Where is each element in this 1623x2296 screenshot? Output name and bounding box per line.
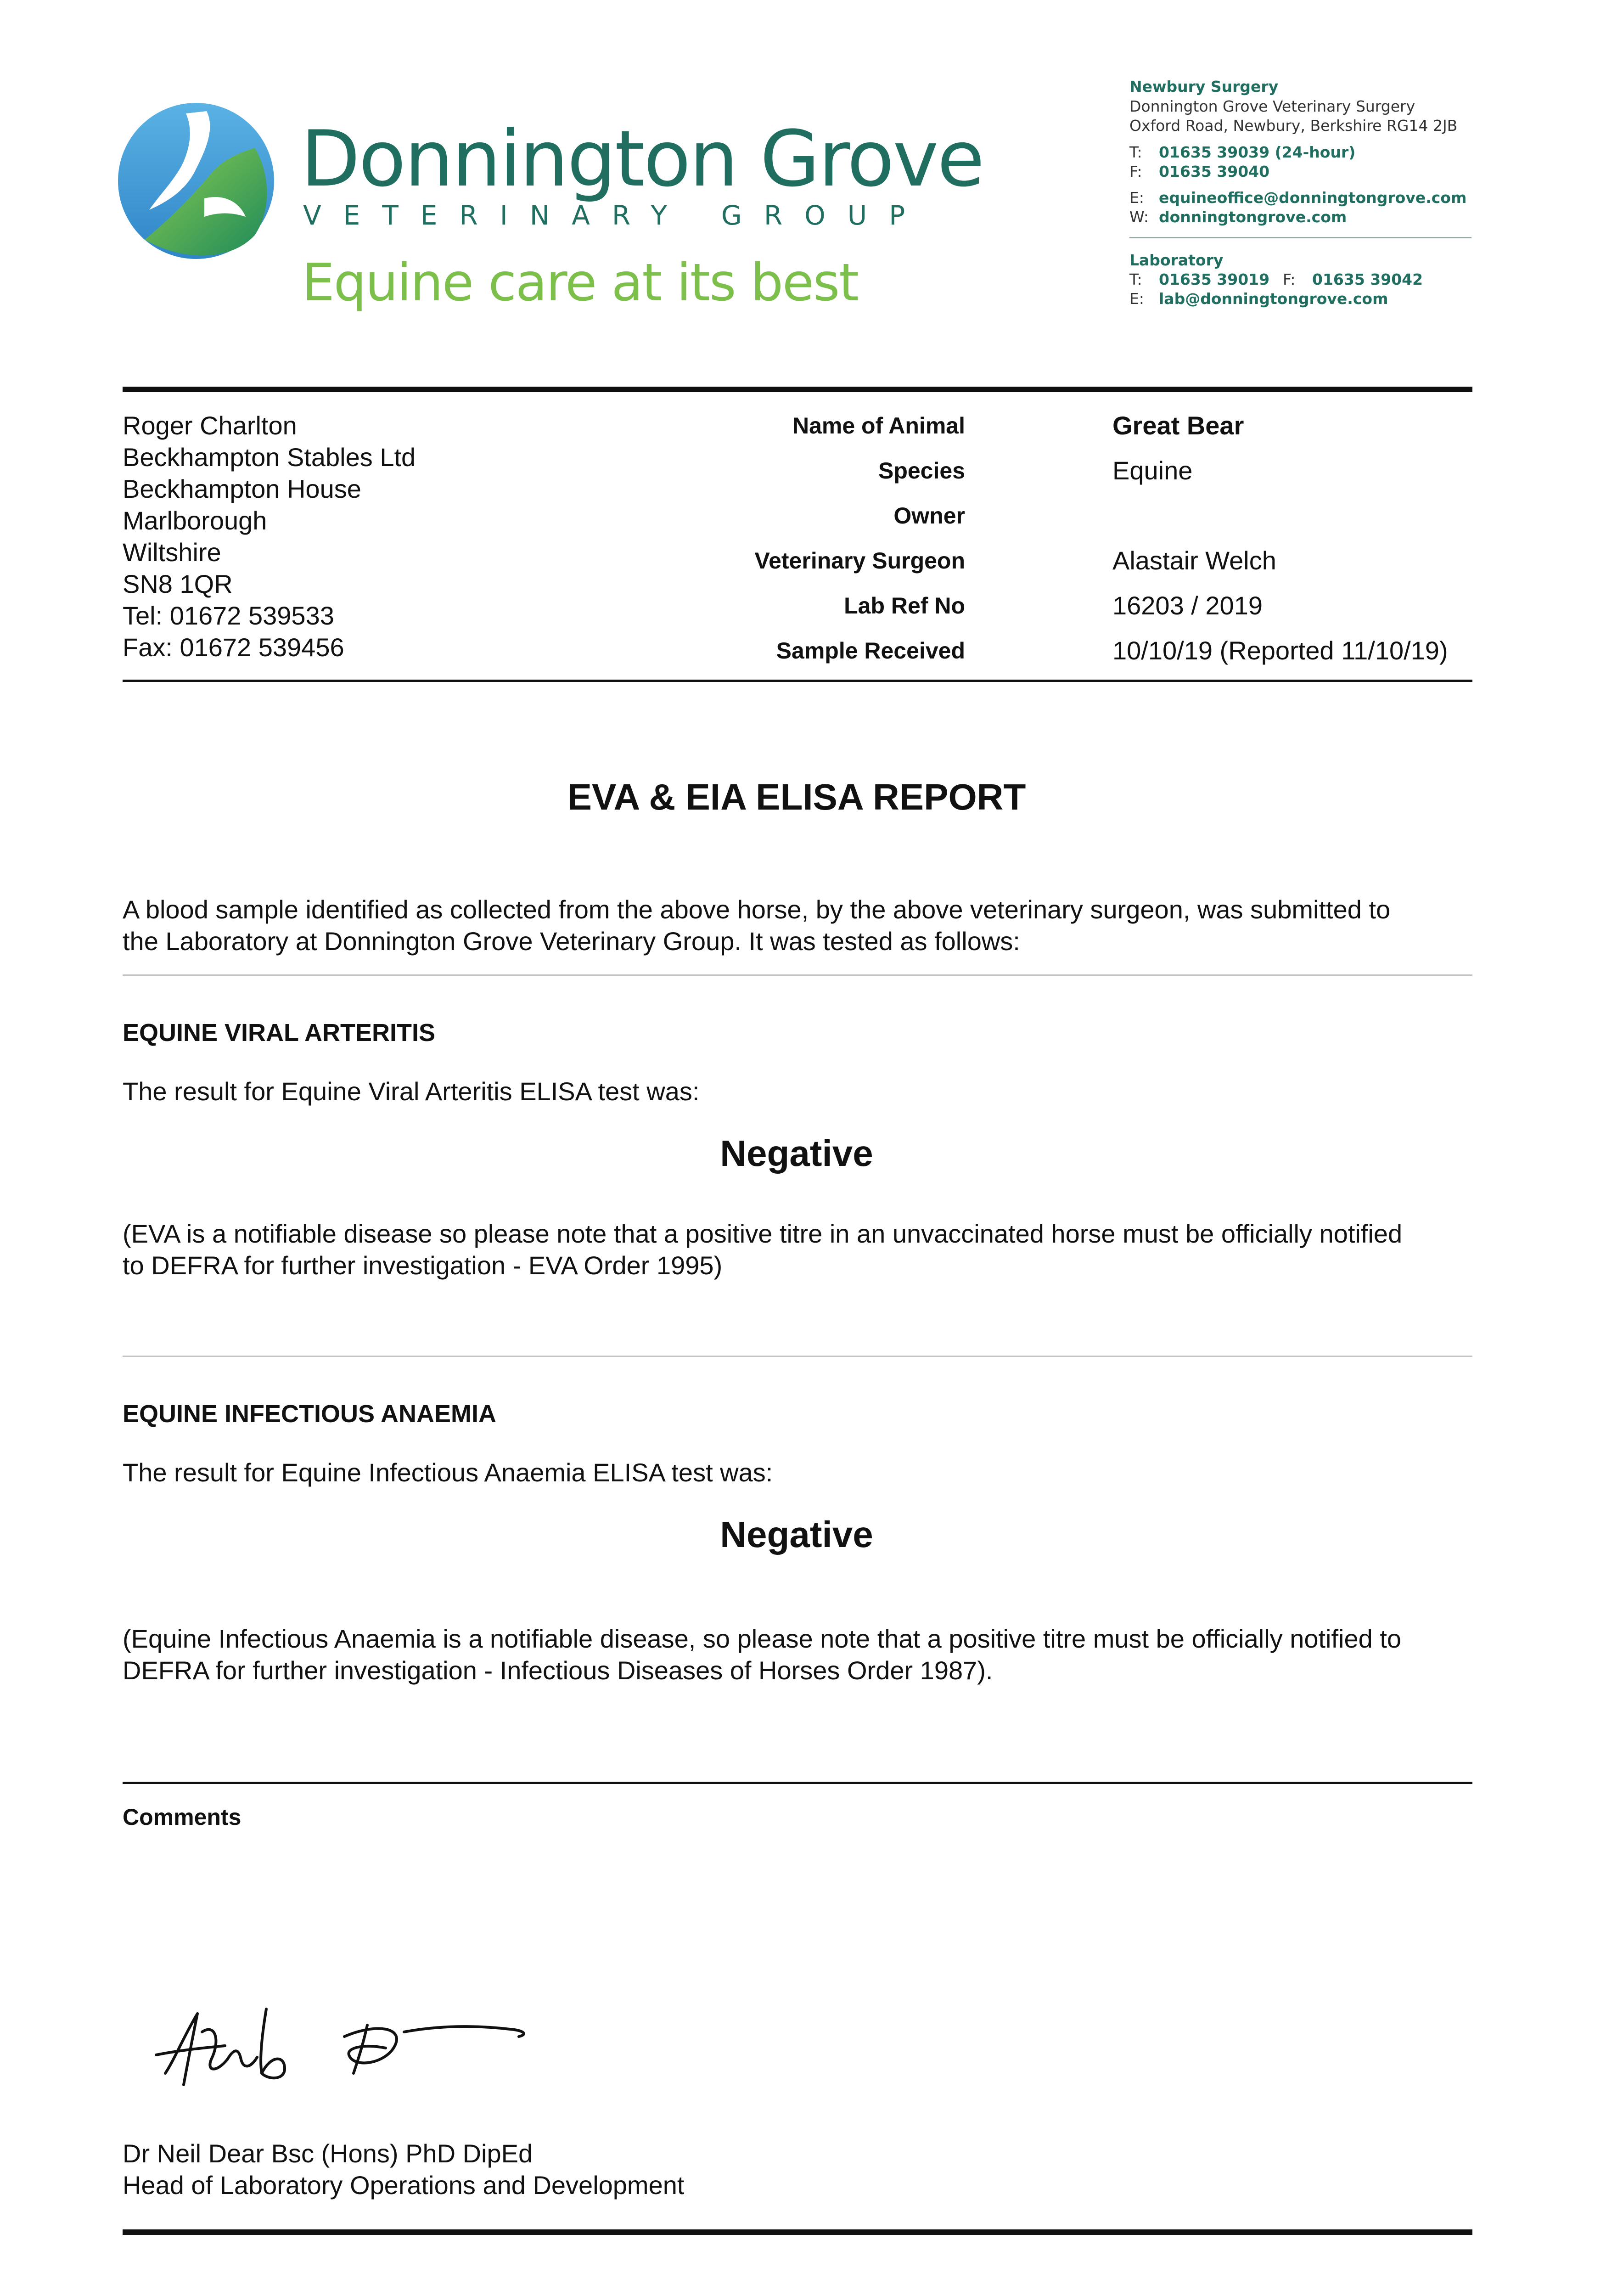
intro-line: A blood sample identified as collected from the above horse, by the above veterinary surgeon, was submitted to xyxy=(123,895,1391,924)
brand-subtitle-part-2: GROUP xyxy=(721,200,927,231)
detail-value: Alastair Welch xyxy=(1112,546,1276,575)
detail-row-lab-ref xyxy=(781,589,1474,634)
surgery-title: Newbury Surgery xyxy=(1129,78,1279,96)
address-line: Beckhampton House xyxy=(123,474,361,503)
signatory xyxy=(123,2138,1482,2201)
laboratory-email-row xyxy=(1129,291,1388,306)
detail-label: Sample Received xyxy=(776,638,965,664)
eva-heading: EQUINE VIRAL ARTERITIS xyxy=(123,1019,436,1047)
detail-row-owner xyxy=(781,499,1474,544)
laboratory-fax: 01635 39042 xyxy=(1312,270,1423,288)
detail-label: Name of Animal xyxy=(792,413,965,439)
animal-details xyxy=(754,409,1474,679)
eia-result: Negative xyxy=(720,1514,873,1555)
address-line: Marlborough xyxy=(123,506,267,535)
intro-paragraph xyxy=(123,894,1482,957)
comments-rule xyxy=(123,1782,1472,1784)
eia-note-line: (Equine Infectious Anaemia is a notifiable disease, so please note that a positive titre must be officially notified to xyxy=(123,1624,1402,1653)
detail-label: Owner xyxy=(893,503,965,529)
address-line: Tel: 01672 539533 xyxy=(123,601,334,630)
header-rule xyxy=(123,387,1472,392)
detail-label: Lab Ref No xyxy=(844,593,965,619)
surgery-fax-label: F: xyxy=(1129,163,1142,180)
tagline: Equine care at its best xyxy=(302,253,859,313)
surgery-tel: 01635 39039 (24-hour) xyxy=(1159,143,1356,161)
brand-subtitle-part-1: VETERINARY xyxy=(303,200,689,231)
laboratory-phone-row xyxy=(1129,272,1423,287)
eva-note-line: (EVA is a notifiable disease so please note that a positive titre in an unvaccinated horse must be officially notified xyxy=(123,1219,1403,1248)
detail-value: Equine xyxy=(1112,456,1193,485)
eva-lead xyxy=(123,1075,1482,1107)
eia-lead-text: The result for Equine Infectious Anaemia ELISA test was: xyxy=(123,1458,773,1487)
surgery-address-1: Donnington Grove Veterinary Surgery xyxy=(1129,97,1415,115)
laboratory-tel-label: T: xyxy=(1129,270,1142,288)
eia-note-line: DEFRA for further investigation - Infectious Diseases of Horses Order 1987). xyxy=(123,1656,993,1685)
intro-line: the Laboratory at Donnington Grove Veterinary Group. It was tested as follows: xyxy=(123,927,1020,956)
signature-image xyxy=(147,2004,542,2096)
horse-head-logo-icon xyxy=(117,102,275,260)
recipient-address xyxy=(123,410,416,663)
detail-label: Veterinary Surgeon xyxy=(754,548,965,574)
eva-result: Negative xyxy=(720,1133,873,1174)
laboratory-email-label: E: xyxy=(1129,290,1144,308)
detail-label: Species xyxy=(878,458,965,484)
surgery-email-label: E: xyxy=(1129,189,1144,207)
detail-row-veterinary-surgeon xyxy=(754,544,1474,589)
laboratory-title: Laboratory xyxy=(1129,251,1224,269)
brand-subtitle xyxy=(303,202,927,229)
laboratory-tel: 01635 39019 xyxy=(1159,270,1270,288)
address-line: Beckhampton Stables Ltd xyxy=(123,443,416,472)
address-line: SN8 1QR xyxy=(123,569,233,598)
address-line: Fax: 01672 539456 xyxy=(123,633,344,662)
detail-row-animal-name xyxy=(781,409,1474,454)
detail-value: 10/10/19 (Reported 11/10/19) xyxy=(1112,636,1448,665)
address-line: Wiltshire xyxy=(123,538,221,567)
surgery-fax: 01635 39040 xyxy=(1159,163,1270,180)
address-line: Roger Charlton xyxy=(123,411,297,440)
laboratory-email-link[interactable]: lab@donningtongrove.com xyxy=(1159,290,1388,308)
signatory-role: Head of Laboratory Operations and Development xyxy=(123,2171,685,2200)
surgery-address-2: Oxford Road, Newbury, Berkshire RG14 2JB xyxy=(1129,117,1458,135)
comments-label: Comments xyxy=(123,1804,241,1830)
surgery-web-link[interactable]: donningtongrove.com xyxy=(1159,208,1347,226)
eia-heading: EQUINE INFECTIOUS ANAEMIA xyxy=(123,1400,497,1428)
detail-row-sample-received xyxy=(776,634,1474,679)
eva-note-line: to DEFRA for further investigation - EVA Order 1995) xyxy=(123,1251,723,1280)
surgery-email-link[interactable]: equineoffice@donningtongrove.com xyxy=(1159,189,1467,207)
detail-value: 16203 / 2019 xyxy=(1112,591,1263,620)
surgery-fax-row xyxy=(1129,164,1269,179)
surgery-web-row xyxy=(1129,209,1347,225)
footer-rule xyxy=(123,2229,1472,2235)
detail-value: Great Bear xyxy=(1112,411,1244,440)
eia-lead xyxy=(123,1457,1482,1488)
eva-lead-text: The result for Equine Viral Arteritis ELISA test was: xyxy=(123,1077,700,1106)
surgery-email-row xyxy=(1129,190,1466,205)
surgery-tel-row xyxy=(1129,145,1355,160)
detail-row-species xyxy=(781,454,1474,499)
section-divider xyxy=(123,974,1472,976)
section-divider xyxy=(123,1356,1472,1357)
surgery-web-label: W: xyxy=(1129,208,1149,226)
details-rule xyxy=(123,680,1472,682)
eia-note xyxy=(123,1623,1482,1686)
signatory-name: Dr Neil Dear Bsc (Hons) PhD DipEd xyxy=(123,2139,533,2168)
surgery-tel-label: T: xyxy=(1129,143,1142,161)
report-title: EVA & EIA ELISA REPORT xyxy=(567,777,1026,817)
laboratory-fax-label: F: xyxy=(1283,270,1296,288)
eva-note xyxy=(123,1218,1482,1281)
brand-name: Donnington Grove xyxy=(301,114,983,204)
letterhead-divider xyxy=(1129,237,1471,238)
